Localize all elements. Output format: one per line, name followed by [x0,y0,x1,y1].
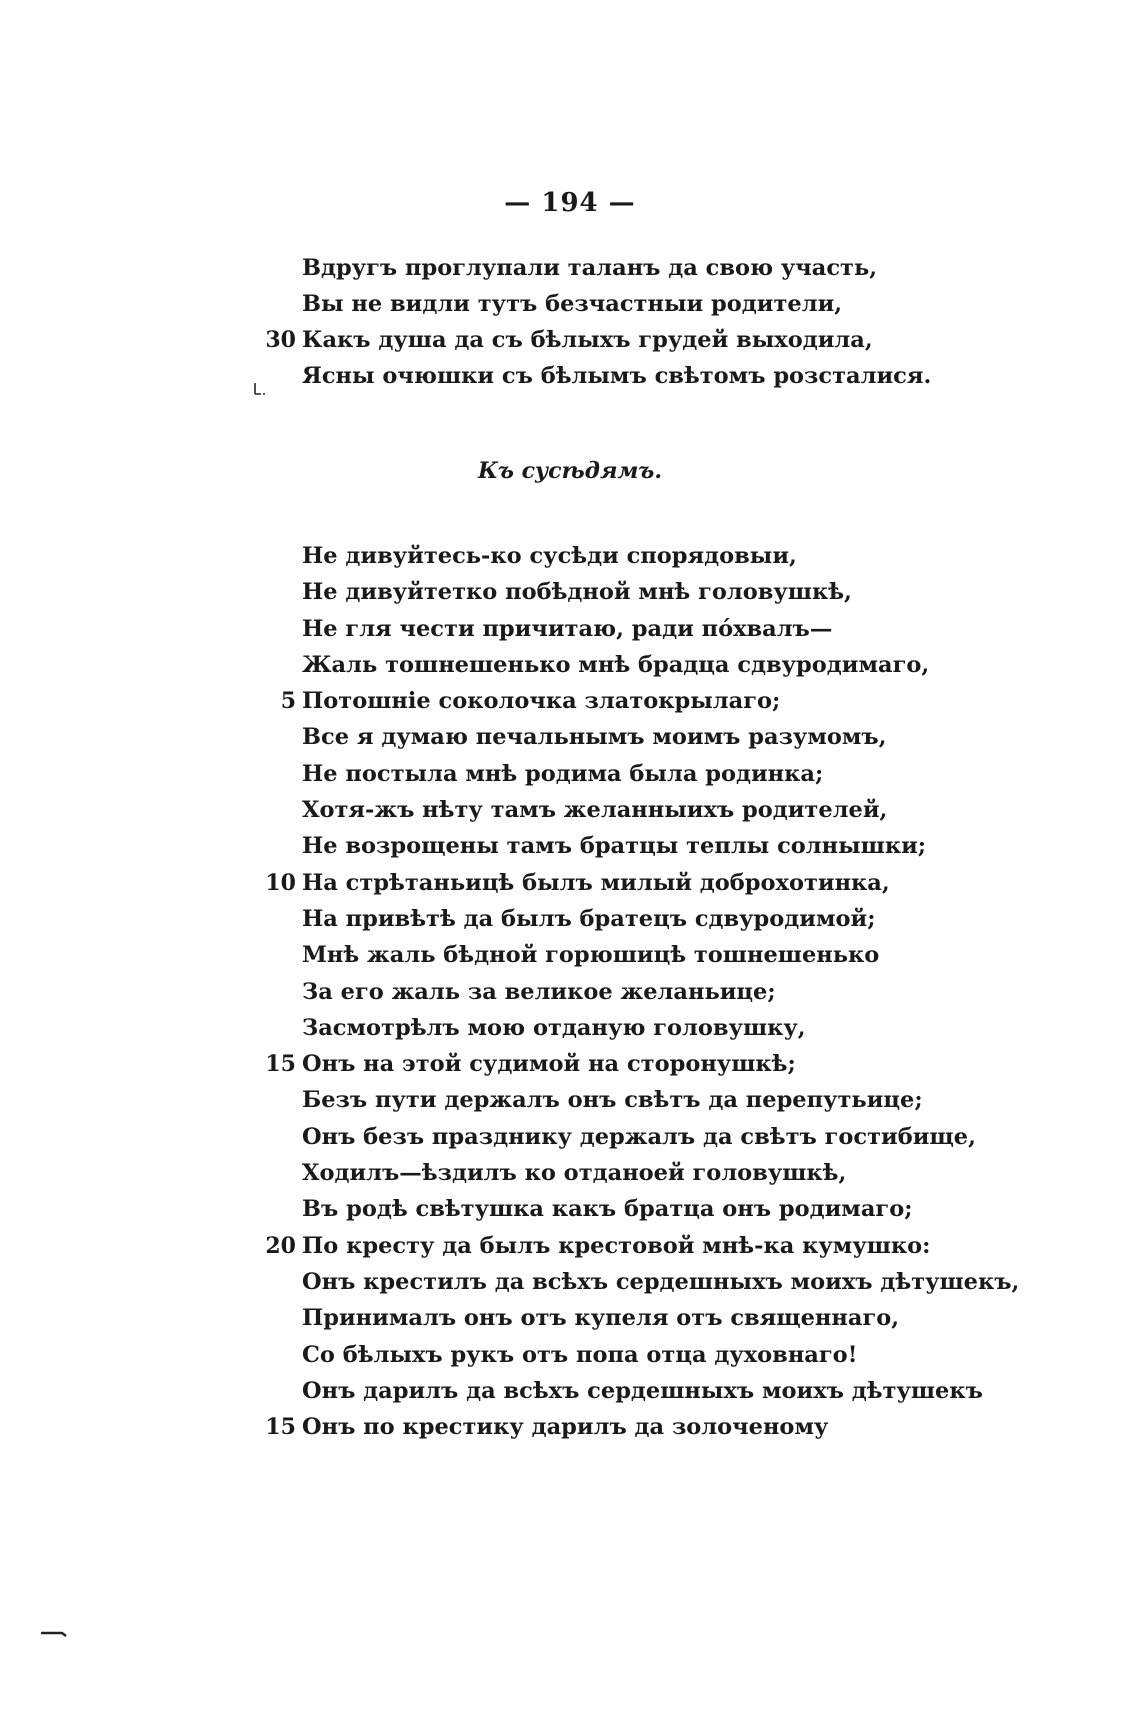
verse-line [240,865,1000,901]
verse-line [240,901,1000,937]
verse-line [240,647,1000,683]
verse-line [240,828,1000,864]
page-number: — 194 — [504,188,636,218]
verse-text: Ясны очюшки съ бѣлымъ свѣтомъ розсталися. [302,363,932,389]
verse-line [240,250,1000,286]
verse-line [240,1082,1000,1118]
verse-text: Со бѣлыхъ рукъ отъ попа отца духовнаго! [302,1341,858,1368]
verse-line [240,974,1000,1010]
verse-text: Онъ крестилъ да всѣхъ сердешныхъ моихъ дѣтушекъ, [302,1268,1020,1295]
verse-text: Онъ по крестику дарилъ да золоченому [302,1414,829,1441]
verse-text: Безъ пути держалъ онъ свѣтъ да перепутьице; [302,1087,923,1114]
verse-text: За его жаль за великое желаньице; [302,978,776,1005]
verse-line [240,1191,1000,1227]
verse-text: Онъ дарилъ да всѣхъ сердешныхъ моихъ дѣтушекъ [302,1377,983,1404]
line-number: 15 [265,1051,296,1078]
verse-text: Онъ безъ празднику держалъ да свѣтъ гостибище, [302,1123,976,1150]
verse-line [240,322,1000,358]
verse-line [240,1409,1000,1445]
verse-text: Не постыла мнѣ родима была родинка; [302,760,824,787]
line-number: 30 [265,327,296,353]
verse-line [240,1264,1020,1300]
verse-text: Онъ на этой судимой на сторонушкѣ; [302,1051,796,1078]
verse-text: Не дивуйтесь-ко сусѣди спорядовыи, [302,543,797,569]
verse-text: Мнѣ жаль бѣдной горюшицѣ тошнешенько [302,942,880,969]
verse-text: Въ родѣ свѣтушка какъ братца онъ родимаго; [302,1196,913,1223]
verse-line [240,1228,1000,1264]
verse-line [240,611,1000,647]
verse-text: Жаль тошнешенько мнѣ брадца сдвуродимаго, [302,651,930,678]
verse-line [240,538,1000,574]
verse-text: Засмотрѣлъ мою отданую головушку, [302,1014,806,1041]
verse-line [240,1337,1000,1373]
line-number: 10 [265,869,296,896]
verse-text: Какъ душа да съ бѣлыхъ грудей выходила, [302,327,873,353]
verse-text: Не дивуйтетко побѣдной мнѣ головушкѣ, [302,579,852,606]
verse-line [240,719,1000,755]
verse-line [240,286,1000,322]
verse-line [240,937,1000,973]
verse-stanza-main [240,538,1020,1445]
line-number: 20 [265,1232,296,1259]
verse-text: Не возрощены тамъ братцы теплы солнышки; [302,833,927,860]
verse-text: Не гля чести причитаю, ради пóхвалъ— [302,615,833,642]
verse-text: Принималъ онъ отъ купеля отъ священнаго, [302,1305,900,1332]
poem-heading: Къ сусѣдямъ. [477,458,663,484]
line-number: 5 [280,688,296,715]
verse-text: Вдругъ проглупали таланъ да свою участь, [302,255,878,281]
verse-text: Потошніе соколочка златокрылаго; [302,688,781,715]
verse-text: На привѣтѣ да былъ братецъ сдвуродимой; [302,905,876,932]
verse-stanza-previous [240,250,1000,394]
verse-line [240,574,1000,610]
verse-text: На стрѣтаньицѣ былъ милый доброхотинка, [302,869,890,896]
verse-text: Вы не видли тутъ безчастныи родители, [302,291,843,317]
line-number: 15 [265,1414,296,1441]
verse-line [240,1373,1000,1409]
verse-text: По кресту да былъ крестовой мнѣ-ка кумушко: [302,1232,931,1259]
verse-line [240,756,1000,792]
verse-line [240,1300,1000,1336]
verse-text: Ходилъ—ѣздилъ ко отданоей головушкѣ, [302,1160,847,1187]
margin-mark [40,1630,68,1638]
verse-text: Хотя-жъ нѣту тамъ желанныихъ родителей, [302,797,888,824]
verse-text: Все я думаю печальнымъ моимъ разумомъ, [302,724,887,751]
verse-line [240,1046,1000,1082]
verse-line [240,1010,1000,1046]
verse-line [240,1155,1000,1191]
verse-line [240,792,1000,828]
margin-mark [252,381,266,397]
verse-line [240,358,1000,394]
verse-line [240,1119,1000,1155]
verse-line [240,683,1000,719]
